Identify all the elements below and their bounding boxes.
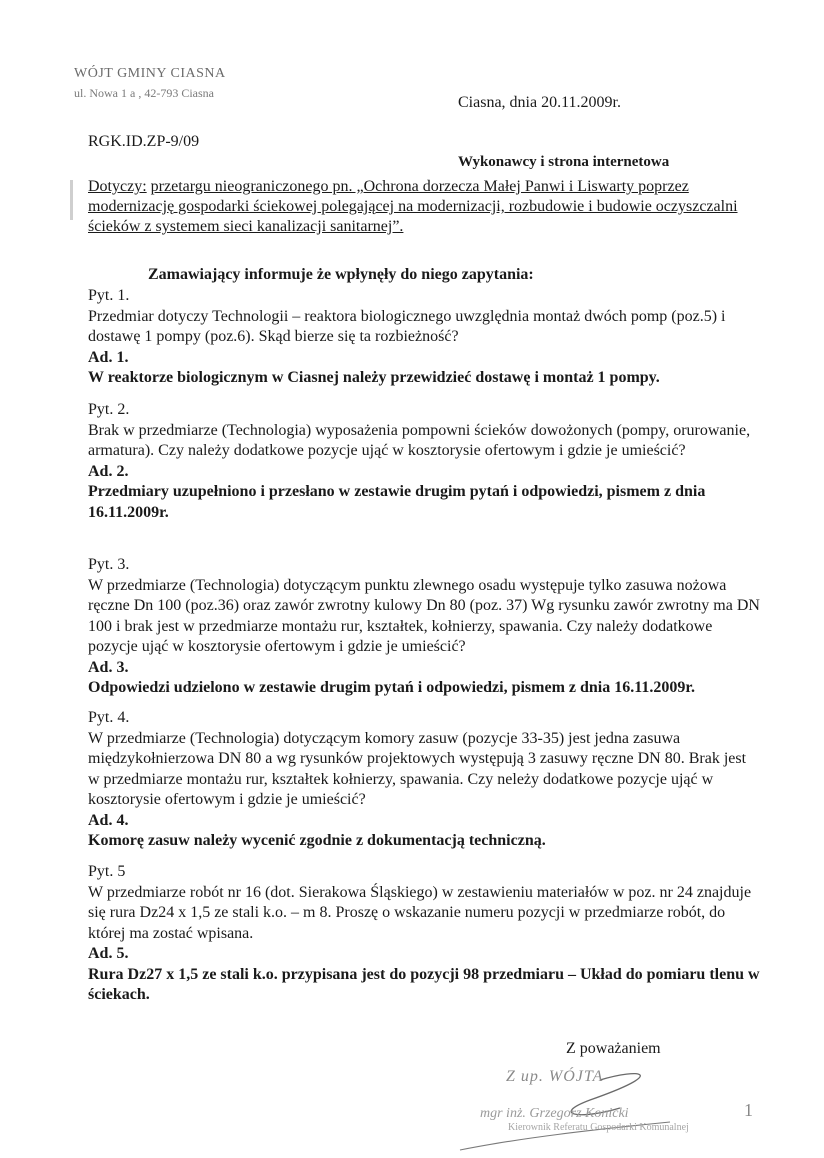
office-stamp-name: WÓJT GMINY CIASNA (74, 66, 226, 81)
answer-text: Rura Dz27 x 1,5 ze stali k.o. przypisana jest do pozycji 98 przedmiaru – Układ do pomiaru tlenu w ściekach. (88, 965, 760, 1003)
signature-name: mgr inż. Grzegorz Konicki (480, 1106, 629, 1121)
question-text: Brak w przedmiarze (Technologia) wyposażenia pompowni ścieków dowożonych (pompy, orurowanie, armatura). Czy należy dodatkowe pozycje ująć w kosztorysie ofertowym i gdzie je umieścić? (88, 421, 751, 459)
question-text: W przedmiarze robót nr 16 (dot. Sierakowa Śląskiego) w zestawieniu materiałów w poz. nr 24 znajduje się rura Dz24 x 1,5 ze stali k.o. – m 8. Proszę o wskazanie numeru pozycji w przedmiarze robót, do której ma zostać wpisana. (88, 883, 752, 942)
question-label: Pyt. 5 (88, 863, 126, 880)
subject-prefix: Dotyczy: (88, 178, 147, 195)
recipients-line: Wykonawcy i strona internetowa (458, 154, 670, 170)
answer-label: Ad. 4. (88, 811, 129, 829)
reference-number: RGK.ID.ZP-9/09 (88, 133, 200, 150)
qa-item-2 (88, 400, 760, 523)
intro-line: Zamawiający informuje że wpłynęły do niego zapytania: (148, 266, 534, 283)
answer-label: Ad. 3. (88, 658, 129, 676)
office-stamp-address: ul. Nowa 1 a , 42-793 Ciasna (74, 86, 214, 100)
subject-text: przetargu nieograniczonego pn. „Ochrona dorzecza Małej Panwi i Liswarty poprzez modernizację gospodarki ściekowej polegającej na modernizacji, rozbudowie i budowie oczyszczalni ścieków z systemem sieci kanalizacji sanitarnej”. (88, 178, 738, 235)
signature-on-behalf: Z up. WÓJTA (506, 1068, 604, 1085)
answer-text: W reaktorze biologicznym w Ciasnej należy przewidzieć dostawę i montaż 1 pompy. (88, 369, 660, 386)
answer-label: Ad. 5. (88, 945, 129, 962)
place-date: Ciasna, dnia 20.11.2009r. (458, 94, 621, 111)
answer-label: Ad. 2. (88, 462, 129, 480)
closing-text: Z poważaniem (566, 1040, 661, 1057)
question-text: W przedmiarze (Technologia) dotyczącym punktu zlewnego osadu występuje tylko zasuwa nożowa ręczne Dn 100 (poz.36) oraz zawór zwrotny kulowy Dn 80 (poz. 37) Wg rysunku zawór zwrotny ma DN 100 i brak jest w przedmiarze montażu rur, kształtek, kołnierzy, spawania. Czy należy dodatkowe pozycje ująć w kosztorysie ofertowym i gdzie je umieścić? (88, 576, 760, 655)
answer-text: Komorę zasuw należy wycenić zgodnie z dokumentacją techniczną. (88, 832, 546, 849)
qa-item-1 (88, 286, 760, 389)
page-number: 1 (744, 1100, 753, 1120)
question-label: Pyt. 1. (88, 287, 130, 304)
signature-title: Kierownik Referatu Gospodarki Komunalnej (508, 1122, 689, 1133)
question-label: Pyt. 4. (88, 709, 130, 726)
question-label: Pyt. 3. (88, 556, 130, 573)
margin-mark (70, 180, 73, 220)
answer-label: Ad. 1. (88, 348, 129, 366)
question-label: Pyt. 2. (88, 401, 130, 418)
question-text: W przedmiarze (Technologia) dotyczącym komory zasuw (pozycje 33-35) jest jedna zasuwa międzykołnierzowa DN 80 a wg rysunków projektowych występują 3 zasuwy ręczne DN 80. Brak jest w przedmiarze montażu rur, kształtek kołnierzy, spawania. Czy neleży dodatkowe pozycje ująć w kosztorysie ofertowym i gdzie je umieścić? (88, 729, 747, 808)
question-text: Przedmiar dotyczy Technologii – reaktora biologicznego uwzględnia montaż dwóch pomp (poz.5) i dostawę 1 pompy (poz.6). Skąd bierze się ta rozbieżność? (88, 307, 726, 345)
qa-item-4 (88, 708, 760, 852)
qa-item-5 (88, 862, 760, 1006)
answer-text: Odpowiedzi udzielono w zestawie drugim pytań i odpowiedzi, pismem z dnia 16.11.2009r. (88, 679, 695, 696)
subject-block (88, 177, 748, 237)
answer-text: Przedmiary uzupełniono i przesłano w zestawie drugim pytań i odpowiedzi, pismem z dnia 16.11.2009r. (88, 483, 706, 521)
qa-item-3 (88, 555, 760, 699)
